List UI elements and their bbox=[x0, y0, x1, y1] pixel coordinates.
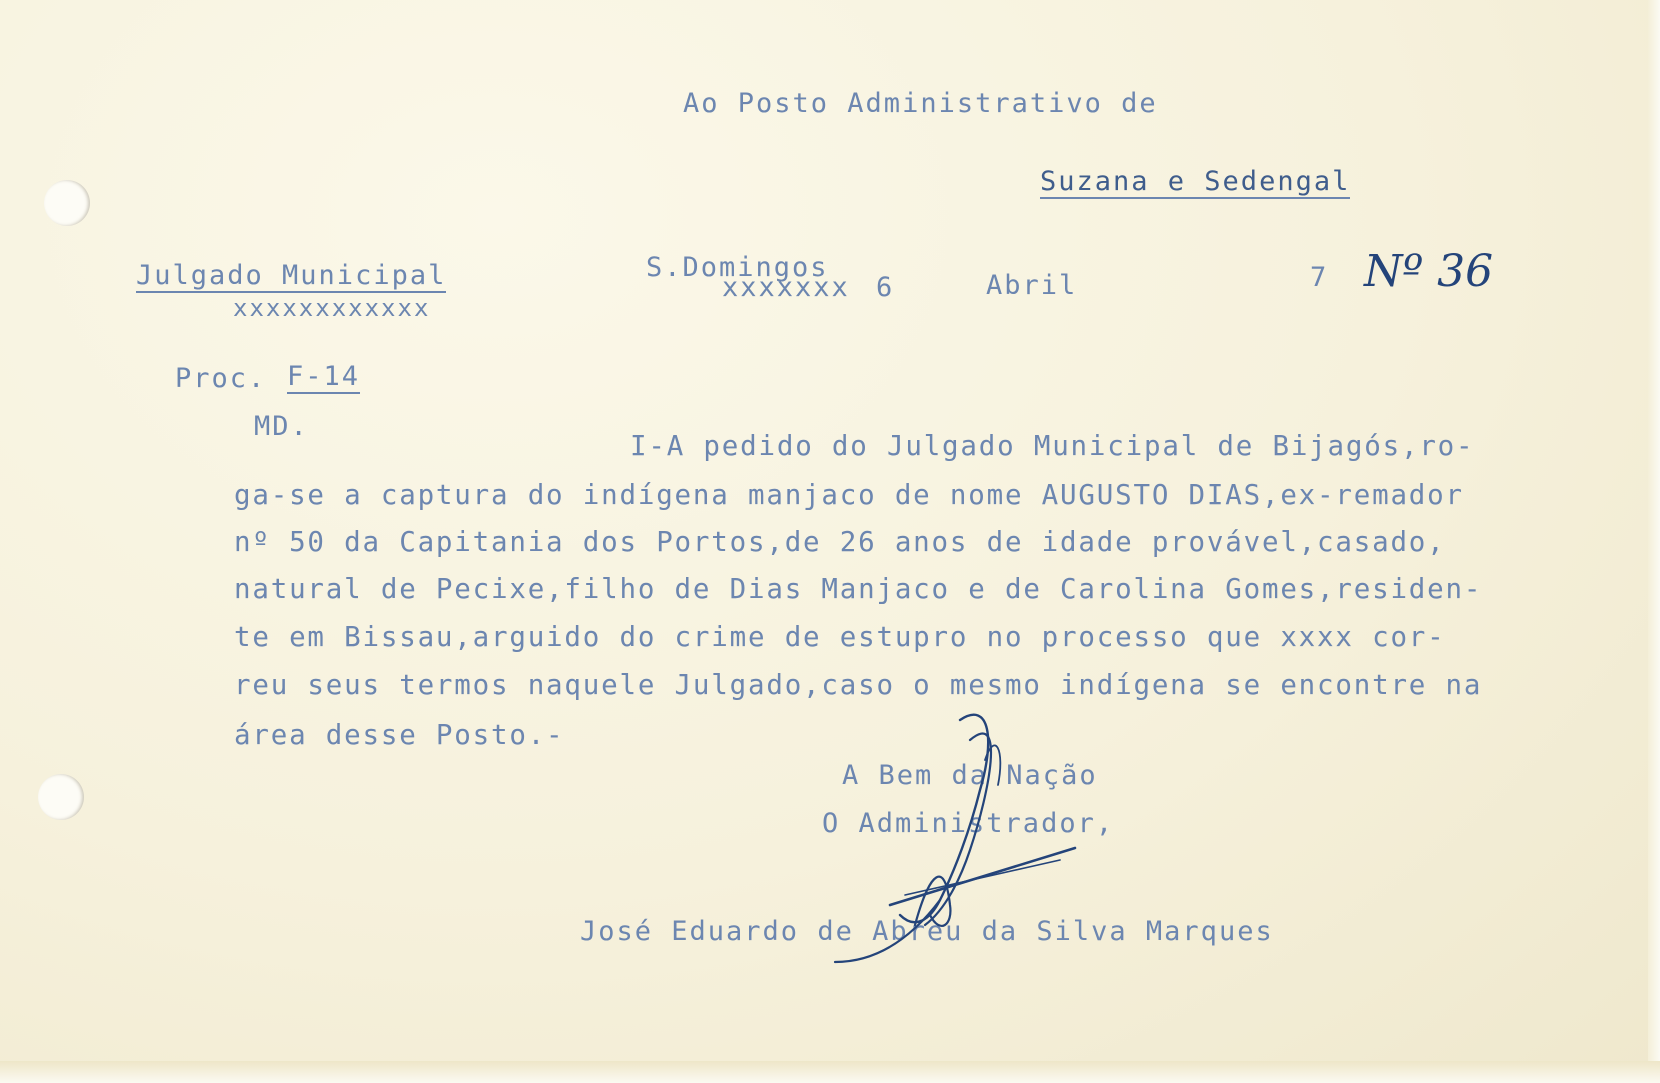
closing-title: O Administrador, bbox=[822, 808, 1115, 839]
sender-office: Julgado Municipal bbox=[136, 260, 447, 291]
page-edge-right bbox=[1648, 0, 1660, 1083]
body-line-3: nº 50 da Capitania dos Portos,de 26 anos de idade provável,casado, bbox=[234, 526, 1446, 558]
reference-initials: MD. bbox=[254, 411, 309, 442]
body-line-2: ga-se a captura do indígena manjaco de nome AUGUSTO DIAS,ex-remador bbox=[234, 479, 1464, 511]
sender-struck-text: xxxxxxxxxxxx bbox=[233, 294, 431, 322]
addressee-line-1: Ao Posto Administrativo de bbox=[683, 88, 1158, 119]
dateline-place: S.Domingos bbox=[646, 252, 829, 283]
proc-code: F-14 bbox=[287, 361, 361, 392]
closing-salutation: A Bem da Nação bbox=[842, 760, 1098, 791]
proc-label: Proc. bbox=[175, 363, 267, 394]
punch-hole-top bbox=[44, 180, 90, 226]
body-line-1: I-A pedido do Julgado Municipal de Bijagós,ro- bbox=[630, 430, 1475, 462]
page-edge-bottom bbox=[0, 1061, 1660, 1083]
dateline-month: Abril bbox=[986, 270, 1078, 301]
handwritten-signature bbox=[820, 700, 1120, 980]
body-line-4: natural de Pecixe,filho de Dias Manjaco e de Carolina Gomes,residen- bbox=[234, 573, 1483, 605]
body-line-5: te em Bissau,arguido do crime de estupro no processo que xxxx cor- bbox=[234, 621, 1446, 653]
dateline-day: 6 bbox=[876, 272, 895, 303]
addressee-line-2: Suzana e Sedengal bbox=[1040, 166, 1351, 197]
dateline-struck-text: xxxxxxx bbox=[722, 272, 850, 303]
body-line-6: reu seus termos naquele Julgado,caso o mesmo indígena se encontre na bbox=[234, 669, 1483, 701]
handwritten-number: Nº 36 bbox=[1364, 246, 1494, 297]
signatory-name: José Eduardo de Abreu da Silva Marques bbox=[580, 916, 1274, 947]
body-line-7: área desse Posto.- bbox=[234, 719, 565, 751]
dateline-year-fragment: 7 bbox=[1310, 262, 1329, 293]
punch-hole-bottom bbox=[38, 774, 84, 820]
